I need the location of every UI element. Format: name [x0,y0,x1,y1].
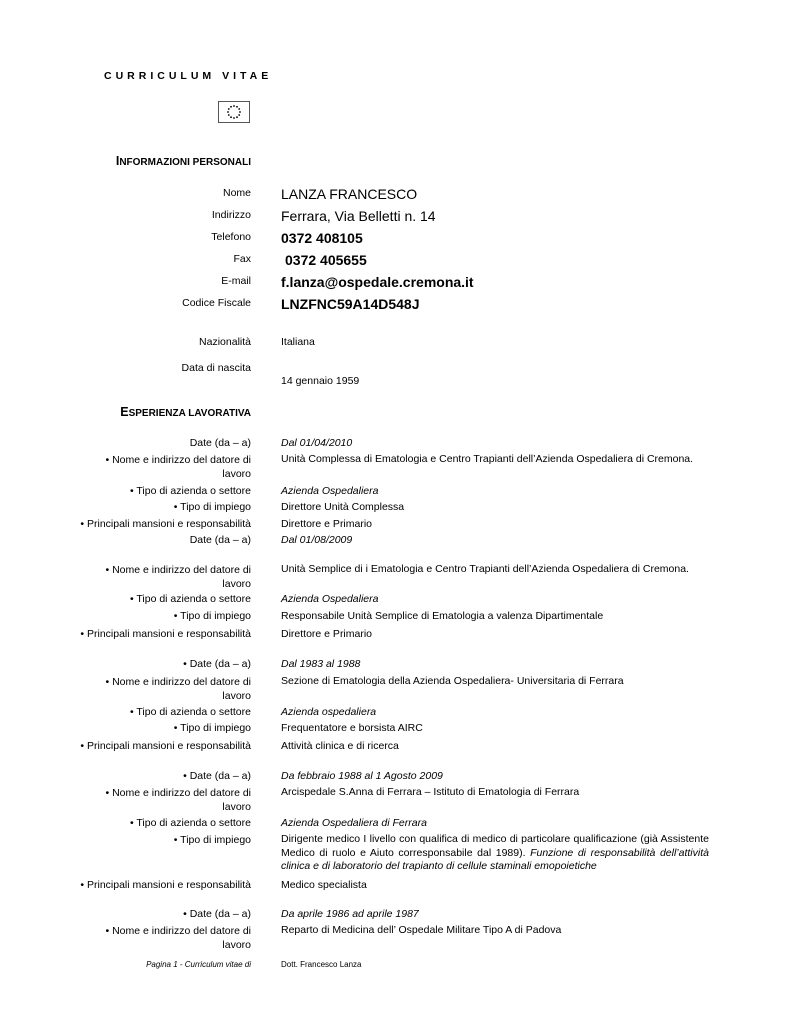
date-label: Date (da – a) [189,437,251,449]
entry-1-employer: Unità Complessa di Ematologia e Centro Trapianti dell’Azienda Ospedaliera di Cremona. [281,453,694,465]
entry-1-job: Direttore Unità Complessa [281,501,405,513]
entry-4-job-italic: Funzione di responsabilità dell’attività clinica e di laboratorio del trapianto di cellule staminali emopoietiche [281,846,709,872]
entry-2-employer: Unità Semplice di i Ematologia e Centro Trapianti dell’Azienda Ospedaliera di Cremona. [281,563,689,575]
codice-fiscale-label: Codice Fiscale [182,297,251,309]
entry-2-date: Dal 01/08/2009 [281,534,353,546]
entry-2-job: Responsabile Unità Semplice di Ematologia a valenza Dipartimentale [281,610,604,622]
entry-3-date: Dal 1983 al 1988 [281,658,361,670]
sector-label: • Tipo di azienda o settore [129,485,251,497]
entry-4-job-text: Dirigente medico I livello con qualifica di medico di particolare qualificazione (già Assistente Medico di ruolo e Aiuto corresponsabile dal 1989). [281,833,709,859]
entry-5-employer: Reparto di Medicina dell’ Ospedale Militare Tipo A di Padova [281,924,562,936]
sector-label: • Tipo di azienda o settore [129,593,251,605]
duties-label: • Principali mansioni e responsabilità [80,740,251,752]
email-link[interactable]: f.lanza@ospedale.cremona.it [281,274,474,290]
nome-value: LANZA FRANCESCO [281,186,418,202]
job-label: • Tipo di impiego [173,722,251,734]
entry-3-employer: Sezione di Ematologia della Azienda Ospedaliera- Universitaria di Ferrara [281,675,624,687]
data-nascita-label: Data di nascita [181,362,251,374]
section-personal-info: INFORMAZIONI PERSONALI [115,154,251,168]
entry-4-sector: Azienda Ospedaliera di Ferrara [281,817,427,829]
indirizzo-value: Ferrara, Via Belletti n. 14 [281,208,436,224]
entry-4-duties: Medico specialista [281,879,367,891]
telefono-value: 0372 408105 [281,230,363,246]
data-nascita-value: 14 gennaio 1959 [281,375,360,387]
date-label: • Date (da – a) [183,658,251,670]
telefono-label: Telefono [211,231,251,243]
entry-4-employer: Arcispedale S.Anna di Ferrara – Istituto di Ematologia di Ferrara [281,786,580,798]
employer-label: • Nome e indirizzo del datore di lavoro [105,676,251,702]
nome-label: Nome [222,187,251,199]
cv-title: CURRICULUM VITAE [104,70,273,82]
entry-2-sector: Azienda Ospedaliera [281,593,379,605]
footer-page-label: Pagina 1 - Curriculum vitae di [146,960,251,969]
fax-label: Fax [233,253,251,265]
entry-4-job [281,833,709,874]
job-label: • Tipo di impiego [173,834,251,846]
entry-1-duties: Direttore e Primario [281,518,373,530]
sector-label: • Tipo di azienda o settore [129,817,251,829]
codice-fiscale-value: LNZFNC59A14D548J [281,296,420,312]
sector-label: • Tipo di azienda o settore [129,706,251,718]
entry-1-sector: Azienda Ospedaliera [281,485,379,497]
duties-label: • Principali mansioni e responsabilità [80,628,251,640]
entry-2-duties: Direttore e Primario [281,628,373,640]
nazionalita-label: Nazionalità [199,336,251,348]
entry-5-date: Da aprile 1986 ad aprile 1987 [281,908,419,920]
entry-3-sector: Azienda ospedaliera [281,706,377,718]
email-label: E-mail [221,275,251,287]
fax-value: 0372 405655 [285,252,367,268]
employer-label: • Nome e indirizzo del datore di lavoro [105,564,251,590]
job-label: • Tipo di impiego [173,610,251,622]
entry-3-duties: Attività clinica e di ricerca [281,740,399,752]
duties-label: • Principali mansioni e responsabilità [80,518,251,530]
employer-label: • Nome e indirizzo del datore di lavoro [105,454,251,480]
employer-label: • Nome e indirizzo del datore di lavoro [105,787,251,813]
job-label: • Tipo di impiego [173,501,251,513]
date-label: • Date (da – a) [183,770,251,782]
entry-1-date: Dal 01/04/2010 [281,437,353,449]
duties-label: • Principali mansioni e responsabilità [80,879,251,891]
nazionalita-value: Italiana [281,336,315,348]
date-label: • Date (da – a) [183,908,251,920]
footer-author: Dott. Francesco Lanza [281,960,362,969]
eu-flag-icon [218,101,250,123]
section-work-experience: ESPERIENZA LAVORATIVA [120,405,251,419]
entry-4-date: Da febbraio 1988 al 1 Agosto 2009 [281,770,443,782]
date-label: Date (da – a) [189,534,251,546]
indirizzo-label: Indirizzo [211,209,251,221]
employer-label: • Nome e indirizzo del datore di lavoro [105,925,251,951]
entry-3-job: Frequentatore e borsista AIRC [281,722,423,734]
